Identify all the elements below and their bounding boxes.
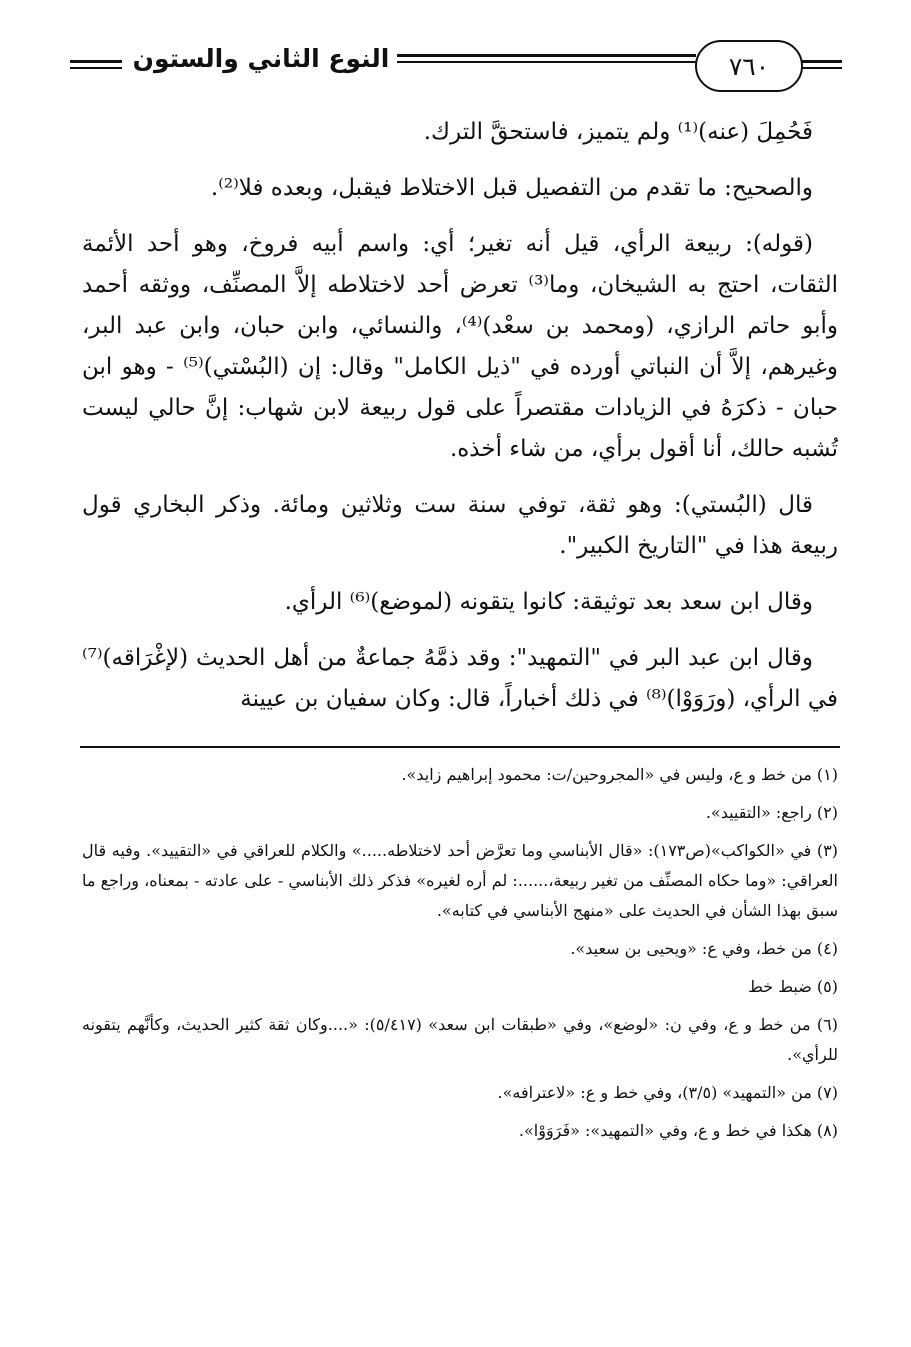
page-number-text: ٧٦٠ <box>728 51 770 81</box>
footnote-8: (٨) هكذا في خط و ع، وفي «التمهيد»: «فَرَوَوْا». <box>518 1121 838 1140</box>
footnote-3: (٣) في «الكواكب»(ص١٧٣): «قال الأبناسي وما تعرَّض أحد لاختلاطه.....» والكلام للعراقي في «التقييد». وفيه قال العراقي: «وما حكاه المصنِّف من تغير ربيعة،......: لم أره لغيره» فذكر ذلك الأبناسي - على عادته - بمعناه، وراجع ما سبق بهذا الشأن في الحديث على «منهج الأبناسي في كتابه». <box>82 841 838 920</box>
footnotes <box>82 760 838 1154</box>
header-rule-left-thin <box>70 67 122 69</box>
paragraph-6: وقال ابن عبد البر في "التمهيد": وقد ذمَّهُ جماعةٌ من أهل الحديث (لإغْرَاقه)⁽⁷⁾ في الرأي، (ورَوَوْا)⁽⁸⁾ في ذلك أخباراً، قال: وكان سفيان بن عيينة <box>82 645 838 712</box>
paragraph-3: (قوله): ربيعة الرأي، قيل أنه تغير؛ أي: واسم أبيه فروخ، وهو أحد الأئمة الثقات، احتج به الشيخان، وما⁽³⁾ تعرض أحد لاختلاطه إلاَّ المصنِّف، ووثقه أحمد وأبو حاتم الرازي، (ومحمد بن سعْد)⁽⁴⁾، والنسائي، وابن حبان، وابن عبد البر، وغيرهم، إلاَّ أن النباتي أورده في "ذيل الكامل" وقال: إن (البُسْتي)⁽⁵⁾ - وهو ابن حبان - ذكرَهُ في الزيادات مقتصراً على قول ربيعة لابن شهاب: إنَّ حالي ليست تُشبه حالك، أنا أقول برأي، من شاء أخذه. <box>82 231 839 462</box>
footnote-6: (٦) من خط و ع، وفي ن: «لوضع»، وفي «طبقات ابن سعد» (٥/٤١٧): «....وكان ثقة كثير الحديث، وكأنَّهم يتقونه للرأي». <box>82 1015 838 1064</box>
page-header <box>70 40 842 100</box>
footnote-4: (٤) من خط، وفي ع: «ويحيى بن سعيد». <box>570 939 838 958</box>
paragraph-1: فَحُمِلَ (عنه)⁽¹⁾ ولم يتميز، فاستحقَّ الترك. <box>423 119 813 145</box>
footnote-2: (٢) راجع: «التقييد». <box>705 803 838 822</box>
header-rule-left <box>70 60 122 63</box>
paragraph-2: والصحيح: ما تقدم من التفصيل قبل الاختلاط فيقبل، وبعده فلا⁽²⁾. <box>210 175 813 201</box>
paragraph-4: قال (البُستي): وهو ثقة، توفي سنة ست وثلاثين ومائة. وذكر البخاري قول ربيعة هذا في "التاريخ الكبير". <box>82 492 838 559</box>
paragraph-5: وقال ابن سعد بعد توثيقة: كانوا يتقونه (لموضع)⁽⁶⁾ الرأي. <box>284 589 813 615</box>
header-rule-right-thin <box>800 67 842 69</box>
footnote-separator <box>80 746 840 748</box>
main-text <box>82 112 838 735</box>
header-rule-right <box>800 60 842 63</box>
footnote-1: (١) من خط و ع، وليس في «المجروحين/ت: محمود إبراهيم زايد». <box>401 765 838 784</box>
page-number <box>695 40 803 92</box>
footnote-7: (٧) من «التمهيد» (٣/٥)، وفي خط و ع: «لاعترافه». <box>497 1083 838 1102</box>
running-title: النوع الثاني والستون <box>125 44 397 73</box>
footnote-5: (٥) ضبط خط <box>748 977 838 996</box>
